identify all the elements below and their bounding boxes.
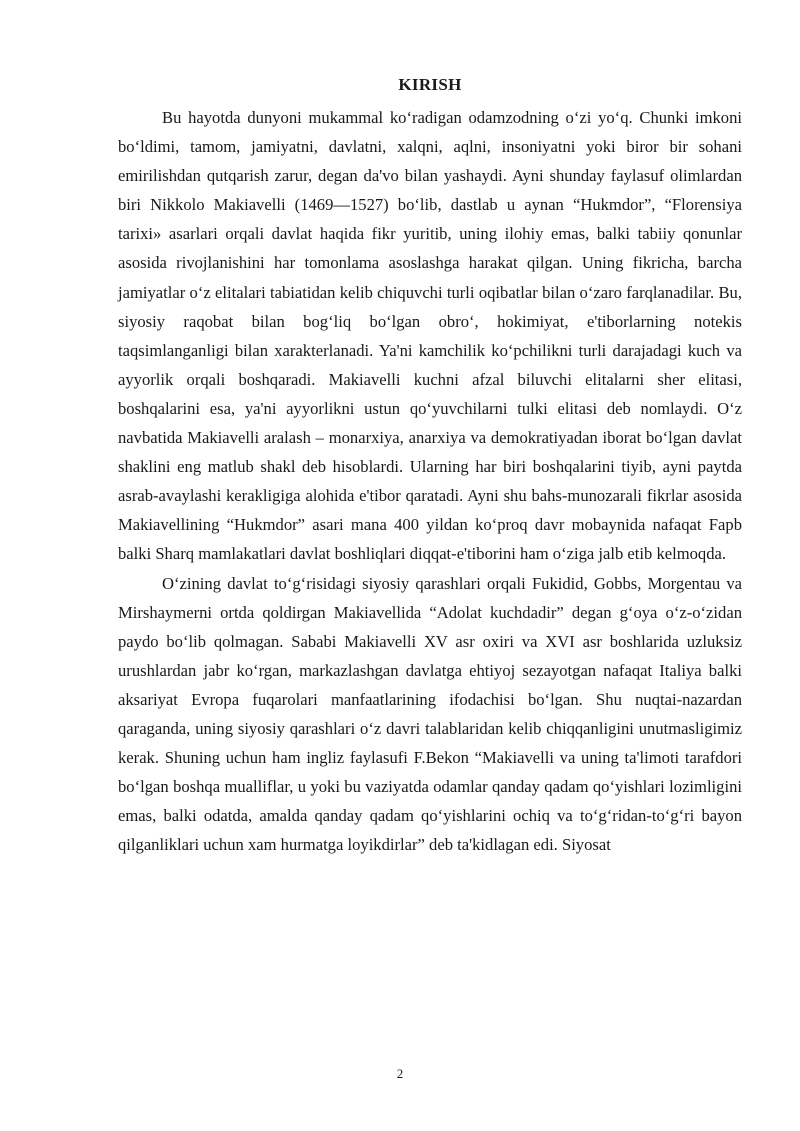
- paragraph-2: O‘zining davlat to‘g‘risidagi siyosiy qarashlari orqali Fukidid, Gobbs, Morgentau va Mirshaymerni ortda qoldirgan Makiavellida “Adolat kuchdadir” degan g‘oya o‘z-o‘zidan paydo bo‘lib qolmagan. Sababi Makiavelli XV asr oxiri va XVI asr boshlarida uzluksiz urushlardan jabr ko‘rgan, markazlashgan davlatga ehtiyoj sezayotgan nafaqat Italiya balki aksariyat Evropa fuqarolari manfaatlarining ifodachisi bo‘lgan. Shu nuqtai-nazardan qaraganda, uning siyosiy qarashlari o‘z davri talablaridan kelib chiqqanligini unutmasligimiz kerak. Shuning uchun ham ingliz faylasufi F.Bekon “Makiavelli va uning ta'limoti tarafdori bo‘lgan boshqa mualliflar, u yoki bu vaziyatda odamlar qanday qadam qo‘yishlari lozimligini emas, balki odatda, amalda qanday qadam qo‘yishlarini ochiq va to‘g‘ridan-to‘g‘ri bayon qilganliklari uchun xam hurmatga loyikdirlar” deb ta'kidlagan edi. Siyosat: [118, 573, 742, 855]
- paragraph-1: Bu hayotda dunyoni mukammal ko‘radigan odamzodning o‘zi yo‘q. Chunki imkoni bo‘ldimi, tamom, jamiyatni, davlatni, xalqni, aqlni, insoniyatni yoki biror bir sohani emirilishdan qutqarish zarur, degan da'vo bilan yashaydi. Ayni shunday faylasuf olimlardan biri Nikkolo Makiavelli (1469—1527) bo‘lib, dastlab u aynan “Hukmdor”, “Florensiya tarixi» asarlari orqali davlat haqida fikr yuritib, uning ilohiy emas, balki tabiiy qonunlar asosida rivojlanishini har tomonlama asoslashga harakat qilgan. Uning fikricha, barcha jamiyatlar o‘z elitalari tabiatidan kelib chiquvchi turli oqibatlar bilan o‘zaro farqlanadilar. Bu, siyosiy raqobat bilan bog‘liq bo‘lgan obro‘, hokimiyat, e'tiborlarning notekis taqsimlanganligi bilan xarakterlanadi. Ya'ni kamchilik ko‘pchilikni turli darajadagi kuch va ayyorlik orqali boshqaradi. Makiavelli kuchni afzal biluvchi elitalarni sher elitasi, boshqalarini esa, ya'ni ayyorlikni ustun qo‘yuvchilarni tulki elitasi deb nomlaydi. O‘z navbatida Makiavelli aralash – monarxiya, anarxiya va demokratiyadan iborat bo‘lgan davlat shaklini eng matlub shakl deb hisoblardi. Ularning har biri boshqalarini tiyib, ayni paytda asrab-avaylashi kerakligiga alohida e'tibor qaratadi. Ayni shu bahs-munozarali fikrlar asosida Makiavellining “Hukmdor” asari mana 400 yildan ko‘proq davr mobaynida nafaqat Fapb balki Sharq mamlakatlari davlat boshliqlari diqqat-e'tiborini ham o‘ziga jalb etib kelmoqda.: [118, 108, 742, 564]
- page-title: KIRISH: [398, 75, 462, 94]
- document-page: [118, 74, 742, 859]
- page-number: 2: [396, 1066, 404, 1081]
